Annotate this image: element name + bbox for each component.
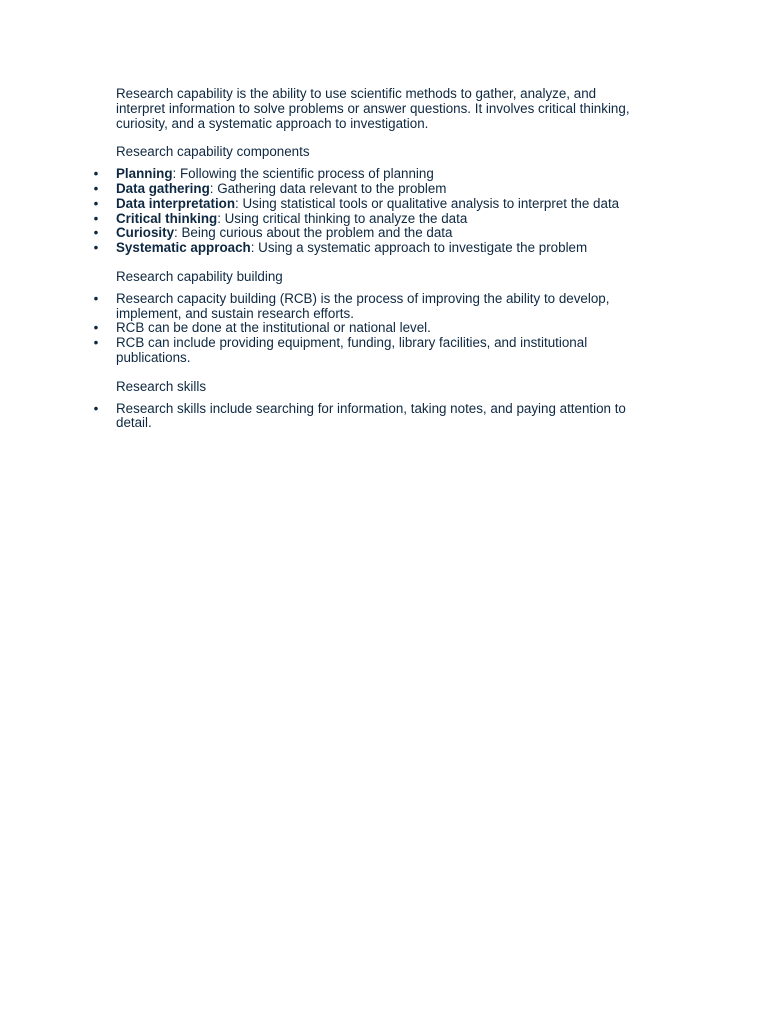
list-item (93, 290, 646, 322)
intro-paragraph: Research capability is the ability to use scientific methods to gather, analyze, and interpret information to solve problems or answer questions. It involves critical thinking, curiosity, and a systematic approach to investigation. (116, 86, 630, 131)
list-item-text: : Gathering data relevant to the problem (209, 180, 447, 196)
list-item-text: : Using a systematic approach to investigate the problem (250, 240, 588, 256)
list-item-text: : Following the scientific process of planning (172, 166, 434, 182)
list-item-text: : Using statistical tools or qualitative analysis to interpret the data (235, 195, 620, 211)
list-item (93, 335, 646, 366)
components-list (93, 166, 646, 256)
components-heading: Research capability components (116, 144, 310, 160)
bullet-icon: • (93, 210, 99, 226)
bullet-icon: • (93, 180, 99, 196)
skills-list (93, 400, 646, 432)
list-item (93, 400, 646, 432)
building-heading: Research capability building (116, 268, 283, 284)
list-item-term: Data gathering (116, 180, 210, 196)
building-list (93, 290, 646, 366)
bullet-icon: • (93, 400, 99, 416)
bullet-icon: • (93, 225, 99, 241)
list-item-term: Planning (116, 166, 173, 182)
list-item-text: RCB can include providing equipment, funding, library facilities, and institutional publications. (116, 335, 588, 365)
list-item-text: Research skills include searching for information, taking notes, and paying attention to detail. (116, 400, 626, 431)
bullet-icon: • (93, 195, 99, 211)
list-item (93, 210, 646, 227)
bullet-icon: • (93, 335, 99, 351)
bullet-icon: • (93, 320, 99, 336)
list-item-term: Systematic approach (116, 240, 251, 256)
skills-heading: Research skills (116, 378, 207, 394)
list-item-text: Research capacity building (RCB) is the process of improving the ability to develop, implement, and sustain research efforts. (116, 290, 610, 321)
list-item-term: Data interpretation (116, 195, 236, 211)
list-item-text: : Being curious about the problem and the data (174, 225, 453, 241)
bullet-icon: • (93, 166, 99, 182)
list-item (93, 180, 646, 197)
list-item-text: RCB can be done at the institutional or national level. (116, 320, 431, 336)
document-body (93, 86, 646, 445)
list-item-text: : Using critical thinking to analyze the data (217, 210, 468, 226)
list-item (93, 166, 646, 182)
list-item-term: Critical thinking (116, 210, 218, 226)
list-item (93, 240, 646, 256)
bullet-icon: • (93, 240, 99, 256)
bullet-icon: • (93, 290, 99, 306)
list-item (93, 195, 646, 212)
list-item (93, 225, 646, 241)
list-item (93, 320, 646, 336)
list-item-term: Curiosity (116, 225, 175, 241)
